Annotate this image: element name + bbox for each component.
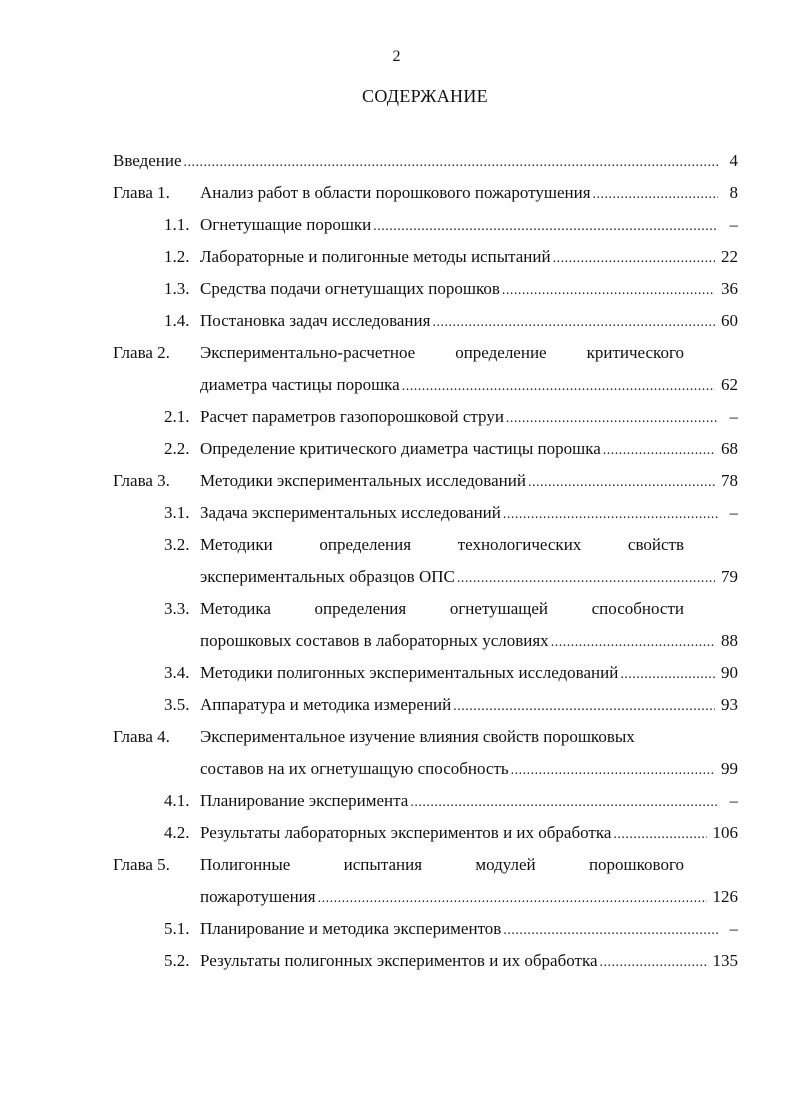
section-number: 2.1. — [164, 407, 190, 426]
toc-page-number: 22 — [721, 247, 738, 266]
toc-page-number: – — [729, 215, 738, 234]
leader-dots — [553, 243, 715, 275]
toc-entry-label: Определение критического диаметра частицы порошка — [200, 439, 601, 458]
toc-entry-section-3-3-line-2[interactable] — [200, 625, 738, 657]
section-number: 1.2. — [164, 247, 190, 266]
leader-dots — [613, 819, 706, 851]
leader-dots — [528, 467, 715, 499]
section-number: 3.1. — [164, 503, 190, 522]
toc-entry-chapter-5-line-1[interactable] — [200, 849, 684, 881]
toc-entry-chapter-5-line-2[interactable] — [200, 881, 738, 913]
toc-entry-label: Результаты полигонных экспериментов и их обработка — [200, 951, 598, 970]
chapter-number: Глава 5. — [113, 855, 170, 874]
toc-entry-section-3-4[interactable] — [200, 657, 738, 689]
toc-entry-label: Планирование эксперимента — [200, 791, 409, 810]
chapter-number: Глава 1. — [113, 183, 170, 202]
toc-page-number: 68 — [721, 439, 738, 458]
toc-entry-label: Методики определения технологических свойств — [200, 535, 684, 554]
toc-entry-section-3-2-line-1[interactable] — [200, 529, 684, 561]
toc-entry-label: Экспериментальное изучение влияния свойств порошковых — [200, 727, 635, 746]
toc-page-number: 4 — [729, 151, 738, 170]
toc-entry-section-1-4[interactable] — [200, 305, 738, 337]
toc-entry-chapter-2-line-2[interactable] — [200, 369, 738, 401]
toc-entry-section-3-5[interactable] — [200, 689, 738, 721]
leader-dots — [603, 435, 715, 467]
leader-dots — [402, 371, 715, 403]
leader-dots — [503, 499, 718, 531]
toc-entry-label: Огнетушащие порошки — [200, 215, 372, 234]
toc-entry-label: составов на их огнетушащую способность — [200, 759, 509, 778]
toc-page-number: 79 — [721, 567, 738, 586]
toc-page-number: 8 — [729, 183, 738, 202]
toc-page-number: 93 — [721, 695, 738, 714]
leader-dots — [184, 147, 718, 179]
chapter-number: Глава 4. — [113, 727, 170, 746]
toc-entry-intro[interactable] — [113, 145, 738, 177]
toc-entry-label: Методика определения огнетушащей способности — [200, 599, 684, 618]
section-number: 4.2. — [164, 823, 190, 842]
chapter-number: Глава 3. — [113, 471, 170, 490]
toc-page-number: 60 — [721, 311, 738, 330]
toc-entry-chapter-1[interactable] — [200, 177, 738, 209]
toc-entry-section-1-3[interactable] — [200, 273, 738, 305]
toc-entry-label: Постановка задач исследования — [200, 311, 431, 330]
section-number: 3.5. — [164, 695, 190, 714]
toc-entry-label: пожаротушения — [200, 887, 316, 906]
toc-entry-section-4-1[interactable] — [200, 785, 738, 817]
toc-page-number: 126 — [712, 887, 738, 906]
toc-page-number: – — [729, 791, 738, 810]
leader-dots — [506, 403, 718, 435]
page-number: 2 — [392, 48, 401, 65]
toc-page-number: 78 — [721, 471, 738, 490]
leader-dots — [593, 179, 718, 211]
section-number: 3.4. — [164, 663, 190, 682]
section-number: 4.1. — [164, 791, 190, 810]
toc-entry-label: Расчет параметров газопорошковой струи — [200, 407, 504, 426]
toc-entry-section-2-2[interactable] — [200, 433, 738, 465]
toc-entry-section-3-2-line-2[interactable] — [200, 561, 738, 593]
toc-entry-label: Задача экспериментальных исследований — [200, 503, 501, 522]
leader-dots — [551, 627, 715, 659]
leader-dots — [503, 915, 718, 947]
leader-dots — [620, 659, 715, 691]
toc-entry-label: порошковых составов в лабораторных условиях — [200, 631, 549, 650]
toc-page-number: 90 — [721, 663, 738, 682]
toc-entry-label: Экспериментально-расчетное определение критического — [200, 343, 684, 362]
section-number: 1.1. — [164, 215, 190, 234]
toc-entry-section-1-1[interactable] — [200, 209, 738, 241]
leader-dots — [453, 691, 715, 723]
toc-entry-label: Методики полигонных экспериментальных исследований — [200, 663, 619, 682]
leader-dots — [502, 275, 715, 307]
toc-entry-label: Полигонные испытания модулей порошкового — [200, 855, 684, 874]
toc-entry-section-3-1[interactable] — [200, 497, 738, 529]
toc-page-number: 88 — [721, 631, 738, 650]
toc-entry-label: Планирование и методика экспериментов — [200, 919, 502, 938]
toc-page-number: 36 — [721, 279, 738, 298]
toc-entry-label: Средства подачи огнетушащих порошков — [200, 279, 500, 298]
section-number: 3.2. — [164, 535, 190, 554]
page-title: СОДЕРЖАНИЕ — [362, 86, 488, 106]
leader-dots — [511, 755, 715, 787]
toc-entry-chapter-4-line-2[interactable] — [200, 753, 738, 785]
section-number: 5.2. — [164, 951, 190, 970]
toc-entry-label: Введение — [113, 151, 182, 170]
toc-entry-label: Результаты лабораторных экспериментов и их обработка — [200, 823, 612, 842]
leader-dots — [457, 563, 715, 595]
leader-dots — [432, 307, 715, 339]
toc-entry-chapter-4-line-1[interactable] — [200, 721, 738, 753]
toc-entry-section-4-2[interactable] — [200, 817, 738, 849]
toc-entry-label: экспериментальных образцов ОПС — [200, 567, 455, 586]
section-number: 2.2. — [164, 439, 190, 458]
toc-entry-section-3-3-line-1[interactable] — [200, 593, 684, 625]
toc-entry-label: Методики экспериментальных исследований — [200, 471, 526, 490]
leader-dots — [318, 883, 707, 915]
leader-dots — [373, 211, 718, 243]
toc-page-number: – — [729, 407, 738, 426]
toc-page-number: – — [729, 919, 738, 938]
toc-entry-chapter-3[interactable] — [200, 465, 738, 497]
toc-page-number: – — [729, 503, 738, 522]
chapter-number: Глава 2. — [113, 343, 170, 362]
toc-page-number: 135 — [712, 951, 738, 970]
leader-dots — [410, 787, 718, 819]
toc-entry-label: Аппаратура и методика измерений — [200, 695, 452, 714]
leader-dots — [600, 947, 707, 979]
toc-page-number: 99 — [721, 759, 738, 778]
toc-entry-chapter-2-line-1[interactable] — [200, 337, 684, 369]
toc-entry-section-5-2[interactable] — [200, 945, 738, 977]
section-number: 5.1. — [164, 919, 190, 938]
toc-entry-section-2-1[interactable] — [200, 401, 738, 433]
toc-page-number: 106 — [712, 823, 738, 842]
toc-entry-label: Лабораторные и полигонные методы испытаний — [200, 247, 551, 266]
toc-entry-section-1-2[interactable] — [200, 241, 738, 273]
toc-entry-section-5-1[interactable] — [200, 913, 738, 945]
section-number: 1.3. — [164, 279, 190, 298]
toc-page-number: 62 — [721, 375, 738, 394]
toc-entry-label: диаметра частицы порошка — [200, 375, 400, 394]
toc-entry-label: Анализ работ в области порошкового пожаротушения — [200, 183, 591, 202]
section-number: 1.4. — [164, 311, 190, 330]
section-number: 3.3. — [164, 599, 190, 618]
